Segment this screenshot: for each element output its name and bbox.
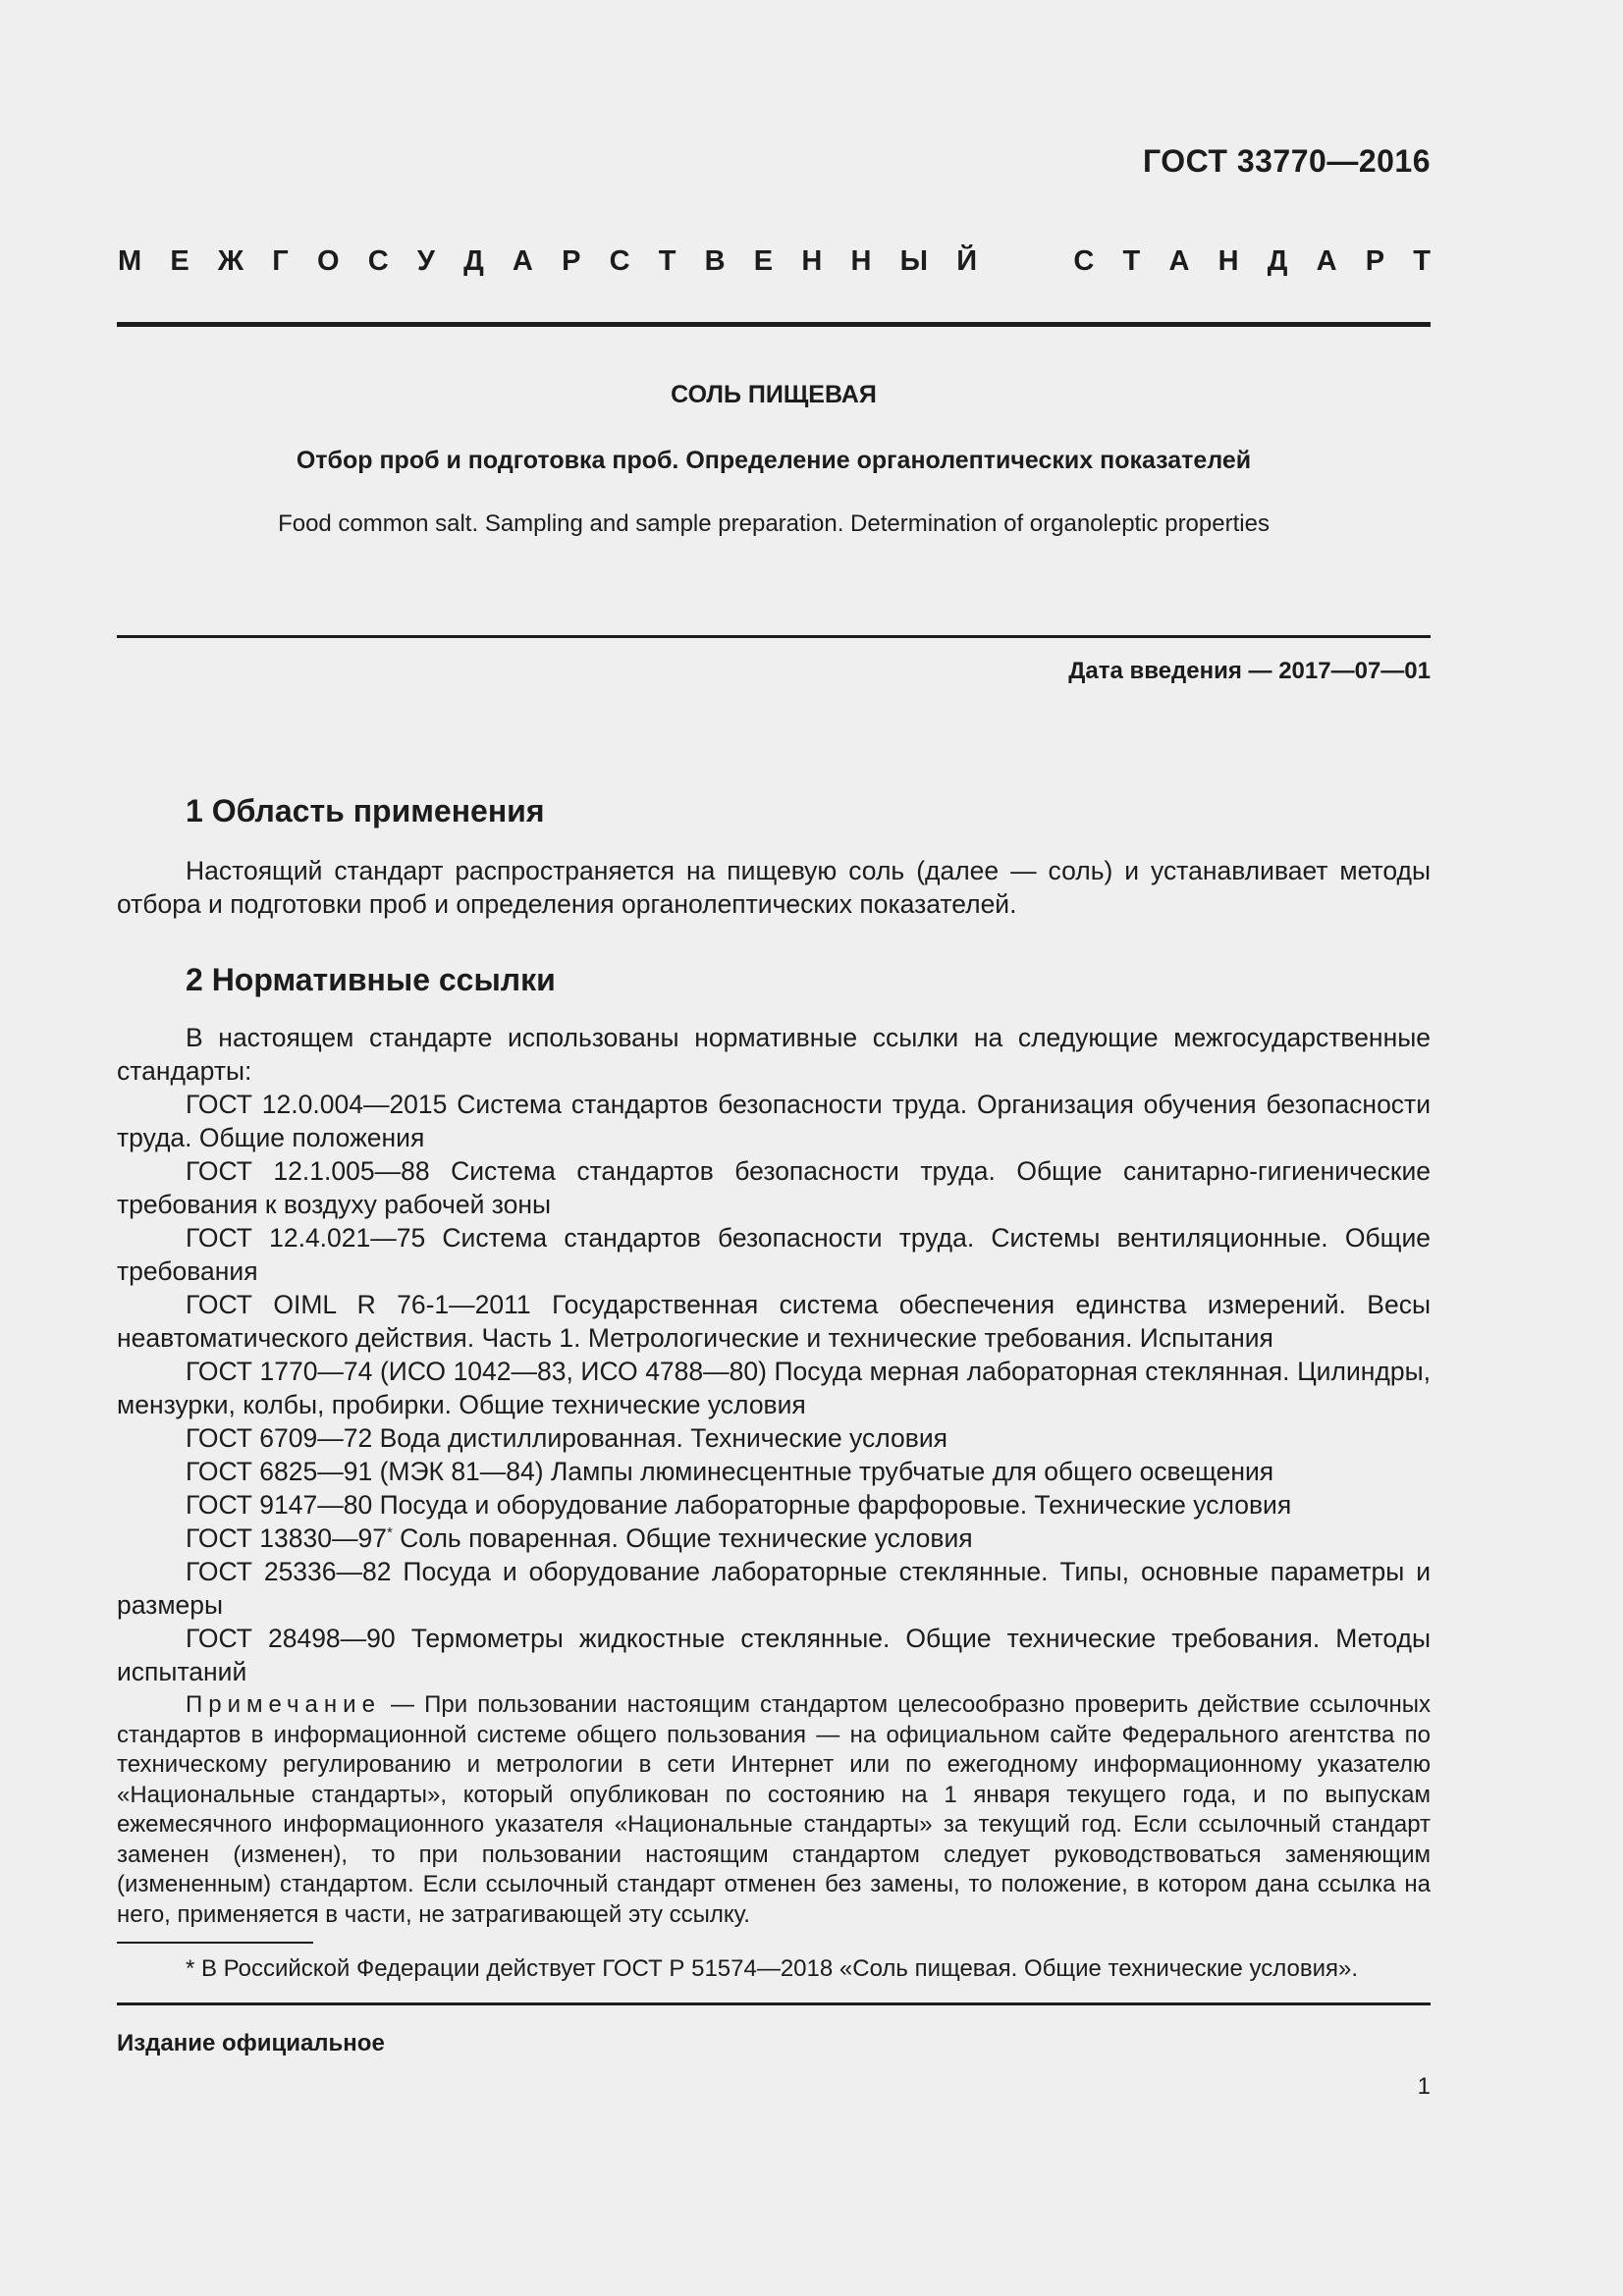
reference-item: ГОСТ 1770—74 (ИСО 1042—83, ИСО 4788—80) Посуда мерная лабораторная стеклянная. Цилиндры, мензурки, колбы, пробирки. Общие технические условия bbox=[117, 1357, 1431, 1419]
footnote: * В Российской Федерации действует ГОСТ Р 51574—2018 «Соль пищевая. Общие технические условия». bbox=[186, 1955, 1359, 1982]
banner-word1-letter: В bbox=[704, 245, 726, 277]
reference-item: ГОСТ 6709—72 Вода дистиллированная. Технические условия bbox=[186, 1423, 947, 1453]
document-code: ГОСТ 33770—2016 bbox=[1142, 143, 1431, 179]
title-rule bbox=[117, 635, 1431, 638]
banner-word1-letter: Р bbox=[562, 245, 581, 277]
footnote-rule bbox=[117, 1942, 313, 1944]
section-1-heading: 1 Область применения bbox=[186, 793, 545, 828]
note-label: Примечание bbox=[186, 1691, 381, 1718]
banner-word1-letter: Г bbox=[272, 245, 289, 277]
reference-title: Соль поваренная. Общие технические условия bbox=[392, 1523, 973, 1553]
reference-item: ГОСТ 12.0.004—2015 Система стандартов безопасности труда. Организация обучения безопасности труда. Общие положения bbox=[117, 1090, 1431, 1152]
section-1-text bbox=[117, 854, 1431, 921]
section-2-heading: 2 Нормативные ссылки bbox=[186, 962, 556, 997]
reference-item: ГОСТ 28498—90 Термометры жидкостные стеклянные. Общие технические требования. Методы испытаний bbox=[117, 1624, 1431, 1686]
reference-item: ГОСТ 6825—91 (МЭК 81—84) Лампы люминесцентные трубчатые для общего освещения bbox=[186, 1457, 1274, 1486]
note-text: — При пользовании настоящим стандартом целесообразно проверить действие ссылочных стандартов в информационной системе общего пользования — на официальном сайте Федерального агентства по техническому регулированию и метрологии в сети Интернет или по ежегодному информационному указателю «Национальные стандарты», который опубликован по состоянию на 1 января текущего года, и по выпускам ежемесячного информационного указателя «Национальные стандарты» за текущий год. Если ссылочный стандарт заменен (изменен), то при пользовании настоящим стандартом следует руководствоваться заменяющим (измененным) стандартом. Если ссылочный стандарт отменен без замены, то положение, в котором дана ссылка на него, применяется в части, не затрагивающей эту ссылку. bbox=[117, 1691, 1431, 1928]
page-number: 1 bbox=[1417, 2073, 1431, 2100]
banner-word1-letter: Е bbox=[170, 245, 189, 277]
note-block bbox=[117, 1690, 1431, 1930]
reference-item: ГОСТ OIML R 76-1—2011 Государственная система обеспечения единства измерений. Весы неавтоматического действия. Часть 1. Метрологические и технические требования. Испытания bbox=[117, 1290, 1431, 1353]
banner-word2-letter: Д bbox=[1267, 245, 1288, 277]
banner-word1-letter: Т bbox=[658, 245, 676, 277]
banner-word1-letter: С bbox=[609, 245, 630, 277]
banner-word2-letter: А bbox=[1168, 245, 1190, 277]
document-title: СОЛЬ ПИЩЕВАЯ bbox=[671, 381, 877, 408]
banner-word1-letter: Н bbox=[850, 245, 872, 277]
banner-word1-letter: Ы bbox=[899, 245, 928, 277]
reference-code: ГОСТ 13830—97 bbox=[186, 1523, 387, 1553]
banner-word1-letter: М bbox=[118, 245, 142, 277]
banner-word1-letter: Д bbox=[463, 245, 484, 277]
banner-word1-letter: Н bbox=[801, 245, 823, 277]
banner-word2-letter: С bbox=[1073, 245, 1095, 277]
reference-item: ГОСТ 12.1.005—88 Система стандартов безопасности труда. Общие санитарно-гигиенические требования к воздуху рабочей зоны bbox=[117, 1156, 1431, 1219]
header-rule bbox=[117, 322, 1431, 327]
document-subtitle: Отбор проб и подготовка проб. Определение органолептических показателей bbox=[296, 447, 1252, 474]
section-2-text bbox=[117, 1021, 1431, 1688]
banner-word2-letter: Т bbox=[1413, 245, 1431, 277]
banner-word2-letter: Р bbox=[1365, 245, 1385, 277]
section-1-paragraph: Настоящий стандарт распространяется на пищевую соль (далее — соль) и устанавливает методы отбора и подготовки проб и определения органолептических показателей. bbox=[117, 856, 1431, 919]
banner-word1-letter: А bbox=[512, 245, 533, 277]
footer-rule bbox=[117, 2002, 1431, 2005]
edition-label: Издание официальное bbox=[117, 2030, 385, 2056]
footnote-mark: * bbox=[386, 1524, 393, 1542]
reference-item: ГОСТ 25336—82 Посуда и оборудование лабораторные стеклянные. Типы, основные параметры и размеры bbox=[117, 1557, 1431, 1620]
banner-word1-letter: Е bbox=[753, 245, 774, 277]
banner-word1-letter: Й bbox=[956, 245, 978, 277]
banner-word1-letter: У bbox=[416, 245, 435, 277]
section-2-intro: В настоящем стандарте использованы нормативные ссылки на следующие межгосударственные стандарты: bbox=[117, 1023, 1431, 1086]
banner-word1-letter: Ж bbox=[217, 245, 244, 277]
banner-word2-letter: Н bbox=[1217, 245, 1239, 277]
banner-word2-letter: Т bbox=[1122, 245, 1141, 277]
reference-item: ГОСТ 9147—80 Посуда и оборудование лабораторные фарфоровые. Технические условия bbox=[186, 1490, 1292, 1520]
document-english-title: Food common salt. Sampling and sample preparation. Determination of organoleptic properties bbox=[278, 510, 1270, 537]
banner-word2-letter: А bbox=[1316, 245, 1337, 277]
introduction-date: Дата введения — 2017—07—01 bbox=[1068, 658, 1431, 684]
banner-word1-letter: О bbox=[316, 245, 340, 277]
reference-item: ГОСТ 12.4.021—75 Система стандартов безопасности труда. Системы вентиляционные. Общие требования bbox=[117, 1223, 1431, 1286]
reference-item-salt bbox=[117, 1522, 1431, 1555]
banner-word1-letter: С bbox=[367, 245, 389, 277]
standard-banner bbox=[118, 245, 1431, 278]
